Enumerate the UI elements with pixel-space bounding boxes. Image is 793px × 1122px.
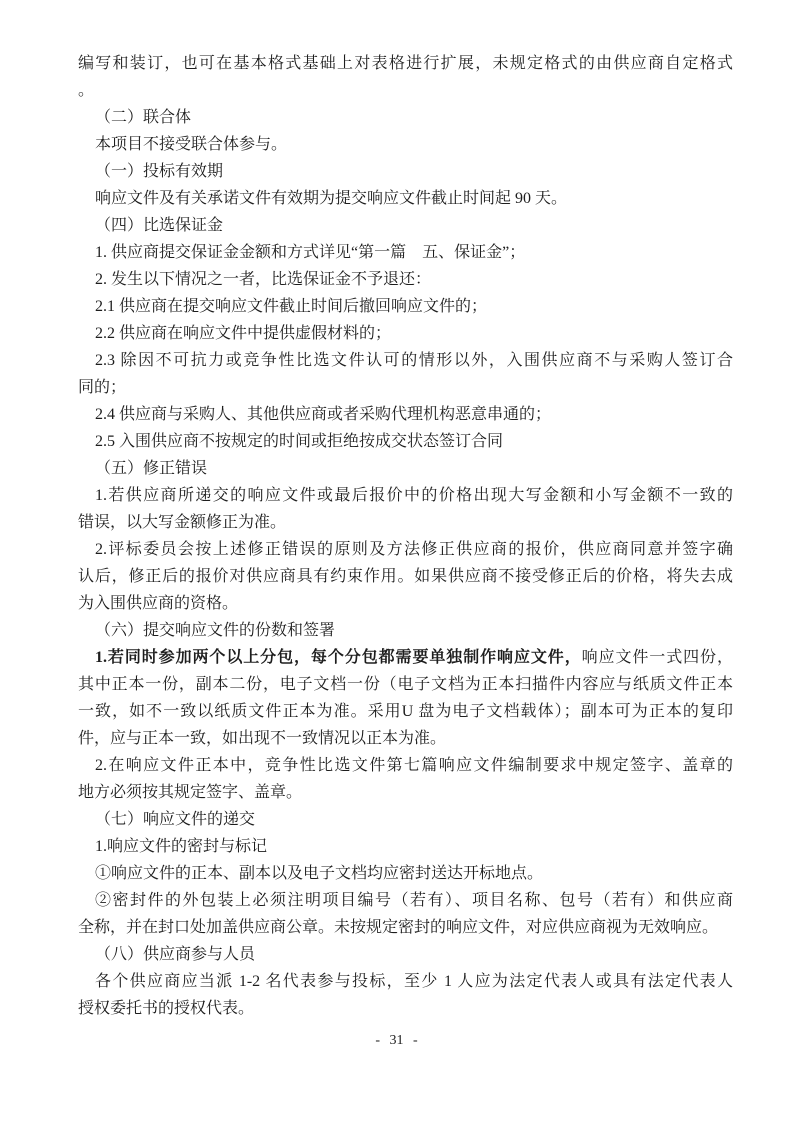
text-run: 1. 供应商提交保证金金额和方式详见“第一篇 五、保证金”； bbox=[95, 244, 526, 261]
paragraph-line bbox=[78, 563, 733, 590]
paragraph-line bbox=[78, 374, 733, 401]
paragraph bbox=[78, 104, 733, 131]
text-run: （六）提交响应文件的份数和签署 bbox=[95, 622, 336, 639]
paragraph-line bbox=[78, 401, 733, 428]
text-run: 全称，并在封口处加盖供应商公章。未按规定密封的响应文件，对应供应商视为无效响应。 bbox=[78, 919, 719, 936]
paragraph-line bbox=[78, 266, 733, 293]
text-run: 其中正本一份，副本二份，电子文档一份（电子文档为正本扫描件内容应与纸质文件正本 bbox=[78, 676, 733, 693]
paragraph-line bbox=[78, 887, 733, 914]
paragraph-line bbox=[78, 509, 733, 536]
paragraph-line bbox=[78, 239, 733, 266]
text-run: 地方必须按其规定签字、盖章。 bbox=[78, 784, 303, 801]
text-run: 2.4 供应商与采购人、其他供应商或者采购代理机构恶意串通的； bbox=[95, 406, 552, 423]
page-number: - 31 - bbox=[375, 1033, 418, 1048]
paragraph-line bbox=[78, 590, 733, 617]
text-run: 2.在响应文件正本中，竞争性比选文件第七篇响应文件编制要求中规定签字、盖章的 bbox=[95, 757, 733, 774]
paragraph bbox=[78, 212, 733, 239]
text-run: （五）修正错误 bbox=[95, 460, 208, 477]
text-run: 2.3 除因不可抗力或竞争性比选文件认可的情形以外，入围供应商不与采购人签订合 bbox=[95, 352, 733, 369]
paragraph-line bbox=[78, 185, 733, 212]
text-run: （二）联合体 bbox=[95, 109, 192, 126]
text-run: 1.响应文件的密封与标记 bbox=[95, 838, 268, 855]
paragraph-line bbox=[78, 77, 733, 104]
paragraph-line bbox=[78, 131, 733, 158]
paragraph bbox=[78, 347, 733, 401]
text-run: 2.1 供应商在提交响应文件截止时间后撤回响应文件的； bbox=[95, 298, 488, 315]
paragraph-line bbox=[78, 671, 733, 698]
paragraph-line bbox=[78, 212, 733, 239]
page-footer bbox=[0, 1033, 793, 1049]
paragraph-line bbox=[78, 536, 733, 563]
paragraph-line bbox=[78, 158, 733, 185]
paragraph-line bbox=[78, 752, 733, 779]
paragraph-line bbox=[78, 860, 733, 887]
text-run: 本项目不接受联合体参与。 bbox=[95, 136, 288, 153]
paragraph-line bbox=[78, 833, 733, 860]
paragraph bbox=[78, 860, 733, 887]
text-run: （七）响应文件的递交 bbox=[95, 811, 256, 828]
text-run: 2.评标委员会按上述修正错误的原则及方法修正供应商的报价，供应商同意并签字确 bbox=[95, 541, 733, 558]
bold-text-run: 1.若同时参加两个以上分包，每个分包都需要单独制作响应文件， bbox=[95, 649, 582, 666]
paragraph bbox=[78, 50, 733, 104]
paragraph-line bbox=[78, 428, 733, 455]
paragraph-line bbox=[78, 941, 733, 968]
paragraph bbox=[78, 644, 733, 752]
text-run: 同的； bbox=[78, 379, 127, 396]
paragraph-line bbox=[78, 293, 733, 320]
text-run: （四）比选保证金 bbox=[95, 217, 224, 234]
paragraph bbox=[78, 293, 733, 320]
text-run: 响应文件一式四份， bbox=[581, 649, 733, 666]
paragraph-line bbox=[78, 806, 733, 833]
paragraph-line bbox=[78, 914, 733, 941]
text-run: 1.若供应商所递交的响应文件或最后报价中的价格出现大写金额和小写金额不一致的 bbox=[95, 487, 733, 504]
paragraph-line bbox=[78, 347, 733, 374]
text-run: 2. 发生以下情况之一者，比选保证金不予退还： bbox=[95, 271, 432, 288]
paragraph bbox=[78, 185, 733, 212]
paragraph-line bbox=[78, 968, 733, 995]
text-run: （八）供应商参与人员 bbox=[95, 946, 256, 963]
paragraph-line bbox=[78, 617, 733, 644]
paragraph bbox=[78, 239, 733, 266]
paragraph bbox=[78, 266, 733, 293]
text-run: （一）投标有效期 bbox=[95, 163, 224, 180]
paragraph bbox=[78, 833, 733, 860]
paragraph bbox=[78, 536, 733, 617]
paragraph-line bbox=[78, 698, 733, 725]
paragraph-line bbox=[78, 995, 733, 1022]
text-run: 授权委托书的授权代表。 bbox=[78, 1000, 255, 1017]
paragraph bbox=[78, 158, 733, 185]
paragraph bbox=[78, 617, 733, 644]
text-run: 一致，如不一致以纸质文件正本为准。采用U 盘为电子文档载体）；副本可为正本的复印 bbox=[78, 703, 733, 720]
text-run: 2.5 入围供应商不按规定的时间或拒绝按成交状态签订合同 bbox=[95, 433, 504, 450]
paragraph-line bbox=[78, 779, 733, 806]
text-run: ①响应文件的正本、副本以及电子文档均应密封送达开标地点。 bbox=[95, 865, 544, 882]
paragraph-line bbox=[78, 482, 733, 509]
paragraph bbox=[78, 941, 733, 968]
text-run: 。 bbox=[78, 82, 95, 99]
document-body bbox=[78, 50, 733, 1022]
paragraph bbox=[78, 401, 733, 428]
paragraph-line bbox=[78, 320, 733, 347]
text-run: 为入围供应商的资格。 bbox=[78, 595, 239, 612]
paragraph bbox=[78, 806, 733, 833]
text-run: 错误，以大写金额修正为准。 bbox=[78, 514, 287, 531]
paragraph bbox=[78, 887, 733, 941]
paragraph bbox=[78, 455, 733, 482]
paragraph bbox=[78, 320, 733, 347]
paragraph-line bbox=[78, 725, 733, 752]
text-run: 2.2 供应商在响应文件中提供虚假材料的； bbox=[95, 325, 392, 342]
paragraph bbox=[78, 752, 733, 806]
paragraph-line bbox=[78, 455, 733, 482]
paragraph bbox=[78, 482, 733, 536]
text-run: ②密封件的外包装上必须注明项目编号（若有）、项目名称、包号（若有）和供应商 bbox=[95, 892, 733, 909]
paragraph-line bbox=[78, 50, 733, 77]
text-run: 认后，修正后的报价对供应商具有约束作用。如果供应商不接受修正后的价格，将失去成 bbox=[78, 568, 733, 585]
paragraph-line bbox=[78, 644, 733, 671]
text-run: 件，应与正本一致，如出现不一致情况以正本为准。 bbox=[78, 730, 447, 747]
paragraph bbox=[78, 428, 733, 455]
text-run: 编写和装订，也可在基本格式基础上对表格进行扩展，未规定格式的由供应商自定格式 bbox=[78, 55, 733, 72]
paragraph bbox=[78, 131, 733, 158]
paragraph-line bbox=[78, 104, 733, 131]
text-run: 各个供应商应当派 1-2 名代表参与投标，至少 1 人应为法定代表人或具有法定代表人 bbox=[95, 973, 733, 990]
paragraph bbox=[78, 968, 733, 1022]
text-run: 响应文件及有关承诺文件有效期为提交响应文件截止时间起 90 天。 bbox=[95, 190, 568, 207]
